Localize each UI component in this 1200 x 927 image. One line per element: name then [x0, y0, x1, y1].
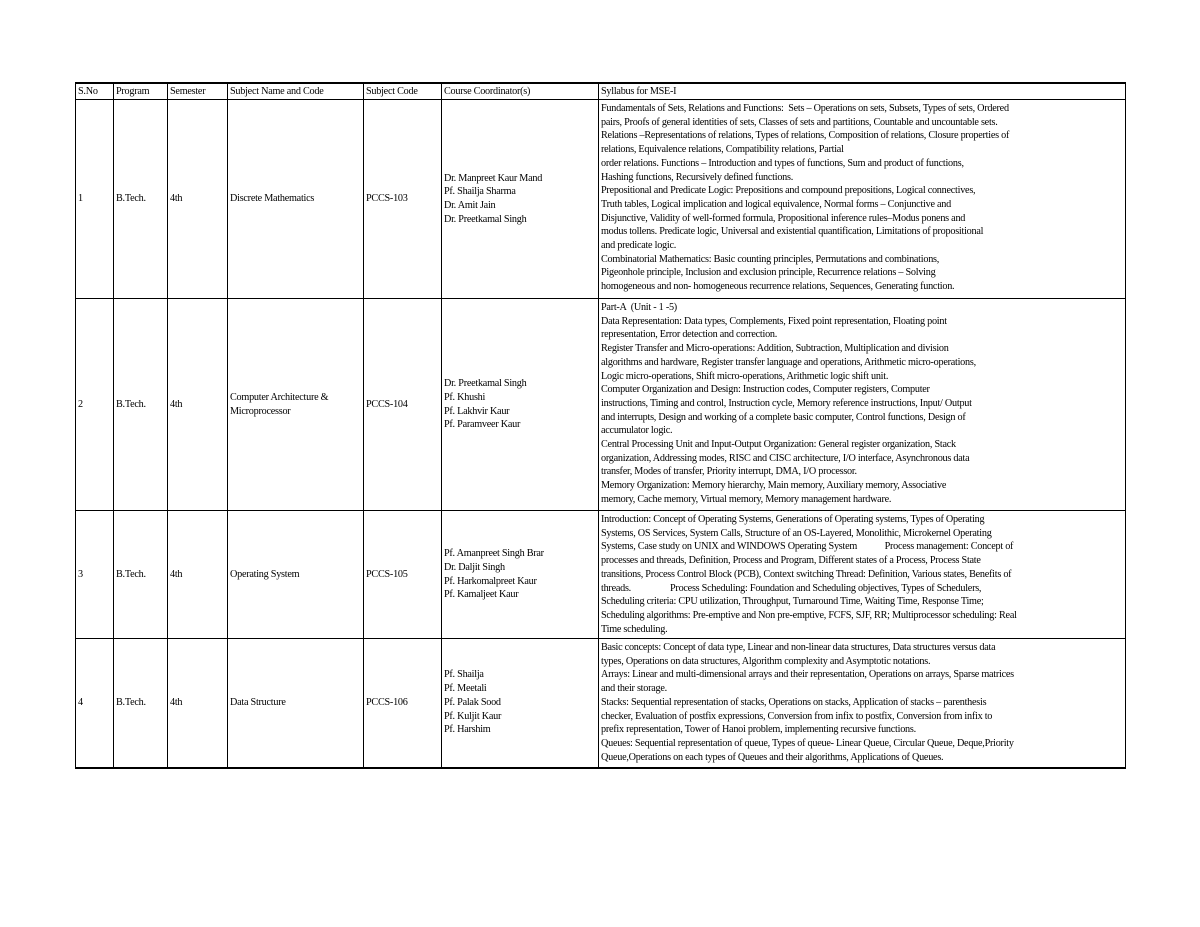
syllabus-line: Time scheduling.	[601, 623, 668, 635]
cell-coordinators	[442, 100, 599, 299]
cell-program: B.Tech.	[114, 100, 168, 299]
coordinator-name: Pf. Harshim	[444, 724, 491, 736]
syllabus-line: threads. Process Scheduling: Foundation and Scheduling objectives, Types of Schedulers,	[601, 582, 982, 594]
table-row	[76, 299, 1126, 511]
coordinator-name: Pf. Paramveer Kaur	[444, 419, 521, 431]
cell-subject-code: PCCS-105	[364, 511, 442, 639]
cell-sno: 1	[76, 100, 114, 299]
coordinator-name: Dr. Daljit Singh	[444, 561, 505, 573]
cell-coordinators	[442, 639, 599, 768]
syllabus-line: Register Transfer and Micro-operations: Addition, Subtraction, Multiplication and division	[601, 343, 949, 355]
syllabus-line: Queues: Sequential representation of queue, Types of queue- Linear Queue, Circular Queue, Deque,Priority	[601, 737, 1014, 749]
syllabus-line: relations, Equivalence relations, Compatibility relations, Partial	[601, 144, 844, 156]
cell-semester: 4th	[168, 511, 228, 639]
cell-program: B.Tech.	[114, 639, 168, 768]
coordinator-name: Pf. Shailja	[444, 669, 484, 681]
syllabus-line: Computer Organization and Design: Instruction codes, Computer registers, Computer	[601, 384, 930, 396]
cell-coordinators	[442, 299, 599, 511]
header-sno: S.No	[76, 83, 114, 100]
cell-subject-name: Computer Architecture & Microprocessor	[228, 299, 364, 511]
syllabus-line: transfer, Modes of transfer, Priority interrupt, DMA, I/O processor.	[601, 466, 857, 478]
syllabus-line: Central Processing Unit and Input-Output Organization: General register organization, Stack	[601, 439, 956, 451]
cell-subject-name: Data Structure	[228, 639, 364, 768]
coordinator-name: Dr. Preetkamal Singh	[444, 378, 527, 390]
cell-sno: 4	[76, 639, 114, 768]
syllabus-line: Queue,Operations on each types of Queues and their algorithms, Applications of Queues.	[601, 751, 944, 763]
syllabus-line: Data Representation: Data types, Complements, Fixed point representation, Floating point	[601, 315, 947, 327]
coordinator-name: Pf. Kamaljeet Kaur	[444, 589, 519, 601]
coordinator-name: Dr. Amit Jain	[444, 200, 496, 211]
syllabus-line: and predicate logic.	[601, 240, 677, 252]
header-subject-code: Subject Code	[364, 83, 442, 100]
syllabus-line: representation, Error detection and correction.	[601, 329, 778, 341]
cell-program: B.Tech.	[114, 511, 168, 639]
header-program: Program	[114, 83, 168, 100]
syllabus-line: processes and threads, Definition, Process and Program, Different states of a Process, Process State	[601, 555, 981, 567]
cell-semester: 4th	[168, 639, 228, 768]
coordinator-name: Pf. Meetali	[444, 683, 487, 695]
syllabus-line: Introduction: Concept of Operating Systems, Generations of Operating systems, Types of Operating	[601, 514, 985, 525]
syllabus-line: Fundamentals of Sets, Relations and Functions: Sets – Operations on sets, Subsets, Types of sets, Ordered	[601, 103, 1009, 114]
header-row	[76, 83, 1126, 100]
cell-coordinators	[442, 511, 599, 639]
cell-syllabus	[599, 299, 1126, 511]
cell-syllabus	[599, 639, 1126, 768]
cell-syllabus	[599, 100, 1126, 299]
syllabus-line: Memory Organization: Memory hierarchy, Main memory, Auxiliary memory, Associative	[601, 480, 947, 492]
header-syllabus: Syllabus for MSE-I	[599, 83, 1126, 100]
table-row	[76, 511, 1126, 639]
syllabus-line: Hashing functions, Recursively defined functions.	[601, 171, 794, 183]
syllabus-line: Scheduling criteria: CPU utilization, Throughput, Turnaround Time, Waiting Time, Response Time;	[601, 596, 984, 608]
syllabus-line: and interrupts, Design and working of a complete basic computer, Control functions, Design of	[601, 411, 966, 423]
syllabus-table	[75, 82, 1126, 769]
coordinator-name: Dr. Manpreet Kaur Mand	[444, 172, 543, 184]
syllabus-line: Arrays: Linear and multi-dimensional arrays and their representation, Operations on arrays, Sparse matrices	[601, 669, 1014, 681]
syllabus-line: checker, Evaluation of postfix expressions, Conversion from infix to postfix, Conversion from infix to	[601, 710, 993, 722]
coordinator-name: Dr. Preetkamal Singh	[444, 213, 527, 225]
syllabus-line: order relations. Functions – Introduction and types of functions, Sum and product of functions,	[601, 157, 964, 169]
syllabus-line: transitions, Process Control Block (PCB), Context switching Thread: Definition, Various states, Benefits of	[601, 568, 1012, 580]
syllabus-line: Logic micro-operations, Shift micro-operations, Arithmetic logic shift unit.	[601, 370, 889, 382]
syllabus-line: Systems, Case study on UNIX and WINDOWS Operating System Process management: Concept of	[601, 541, 1014, 553]
syllabus-line: Basic concepts: Concept of data type, Linear and non-linear data structures, Data structures versus data	[601, 642, 996, 653]
coordinator-name: Pf. Kuljit Kaur	[444, 710, 502, 722]
coordinator-name: Pf. Harkomalpreet Kaur	[444, 575, 537, 587]
header-subject-name: Subject Name and Code	[228, 83, 364, 100]
coordinator-name: Pf. Amanpreet Singh Brar	[444, 548, 544, 560]
syllabus-line: Prepositional and Predicate Logic: Prepositions and compound prepositions, Logical connectives,	[601, 185, 976, 197]
syllabus-line: and their storage.	[601, 683, 667, 695]
syllabus-line: Disjunctive, Validity of well-formed formula, Propositional inference rules–Modus ponens and	[601, 212, 966, 224]
syllabus-line: Combinatorial Mathematics: Basic counting principles, Permutations and combinations,	[601, 253, 940, 265]
syllabus-line: Truth tables, Logical implication and logical equivalence, Normal forms – Conjunctive and	[601, 198, 951, 210]
syllabus-line: Relations –Representations of relations, Types of relations, Composition of relations, Closure properties of	[601, 130, 1010, 142]
syllabus-line: algorithms and hardware, Register transfer language and operations, Arithmetic micro-operations,	[601, 356, 976, 368]
syllabus-line: instructions, Timing and control, Instruction cycle, Memory reference instructions, Input/ Output	[601, 397, 972, 409]
cell-subject-code: PCCS-104	[364, 299, 442, 511]
cell-program: B.Tech.	[114, 299, 168, 511]
coordinator-name: Pf. Khushi	[444, 391, 486, 403]
table-row	[76, 100, 1126, 299]
syllabus-line: modus tollens. Predicate logic, Universal and existential quantification, Limitations of propositional	[601, 226, 984, 238]
syllabus-line: memory, Cache memory, Virtual memory, Memory management hardware.	[601, 493, 892, 505]
coordinator-name: Pf. Lakhvir Kaur	[444, 405, 510, 417]
syllabus-line: accumulator logic.	[601, 425, 673, 437]
syllabus-line: homogeneous and non- homogeneous recurrence relations, Sequences, Generating function.	[601, 281, 955, 293]
syllabus-line: Pigeonhole principle, Inclusion and exclusion principle, Recurrence relations – Solving	[601, 267, 936, 279]
syllabus-line: Systems, OS Services, System Calls, Structure of an OS-Layered, Monolithic, Microkernel Operating	[601, 527, 992, 539]
cell-syllabus	[599, 511, 1126, 639]
cell-subject-name: Operating System	[228, 511, 364, 639]
syllabus-line: pairs, Proofs of general identities of sets, Classes of sets and partitions, Countable and uncountable sets.	[601, 116, 998, 128]
coordinator-name: Pf. Palak Sood	[444, 696, 501, 708]
syllabus-line: organization, Addressing modes, RISC and CISC architecture, I/O interface, Asynchronous data	[601, 452, 970, 464]
cell-semester: 4th	[168, 100, 228, 299]
cell-subject-code: PCCS-103	[364, 100, 442, 299]
syllabus-line: prefix representation, Tower of Hanoi problem, implementing recursive functions.	[601, 724, 916, 736]
cell-sno: 2	[76, 299, 114, 511]
cell-semester: 4th	[168, 299, 228, 511]
syllabus-line: types, Operations on data structures, Algorithm complexity and Asymptotic notations.	[601, 655, 931, 667]
coordinator-name: Pf. Shailja Sharma	[444, 186, 516, 198]
header-semester: Semester	[168, 83, 228, 100]
syllabus-line: Part-A (Unit - 1 -5)	[601, 302, 677, 313]
table-row	[76, 639, 1126, 768]
syllabus-line: Stacks: Sequential representation of stacks, Operations on stacks, Application of stacks – parenthesis	[601, 696, 987, 708]
syllabus-line: Scheduling algorithms: Pre-emptive and Non pre-emptive, FCFS, SJF, RR; Multiprocessor scheduling: Real	[601, 609, 1017, 621]
cell-subject-name: Discrete Mathematics	[228, 100, 364, 299]
cell-subject-code: PCCS-106	[364, 639, 442, 768]
cell-sno: 3	[76, 511, 114, 639]
header-coordinators: Course Coordinator(s)	[442, 83, 599, 100]
